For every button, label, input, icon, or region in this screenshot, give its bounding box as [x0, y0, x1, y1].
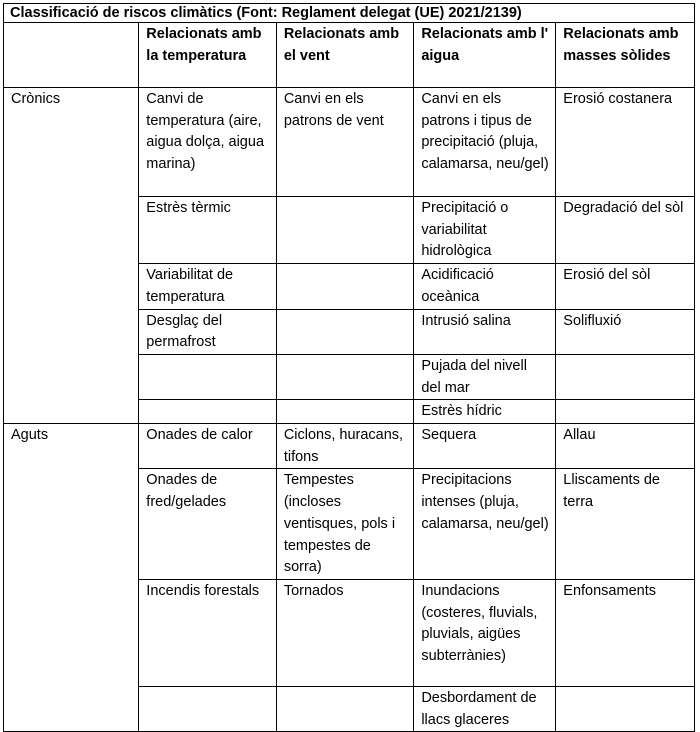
- cell-solid-masses: Solifluxió: [556, 309, 695, 354]
- cell-wind: [276, 264, 414, 309]
- cell-solid-masses: [556, 354, 695, 399]
- cell-wind: [276, 197, 414, 264]
- group-label: Aguts: [4, 424, 139, 732]
- table-row: [4, 88, 695, 197]
- cell-water: Precipitacions intenses (pluja, calamarsa, neu/gel): [414, 469, 556, 580]
- cell-temperature: [139, 686, 277, 731]
- cell-temperature: Onades de fred/gelades: [139, 469, 277, 580]
- group-label: Crònics: [4, 88, 139, 424]
- cell-water: Desbordament de llacs glaceres: [414, 686, 556, 731]
- cell-temperature: Canvi de temperatura (aire, aigua dolça, aigua marina): [139, 88, 277, 197]
- header-empty: [4, 23, 139, 88]
- header-solid-masses: Relacionats amb masses sòlides: [556, 23, 695, 88]
- cell-water: Intrusió salina: [414, 309, 556, 354]
- cell-water: Precipitació o variabilitat hidrològica: [414, 197, 556, 264]
- cell-temperature: Variabilitat de temperatura: [139, 264, 277, 309]
- cell-water: Inundacions (costeres, fluvials, pluvials, aigües subterrànies): [414, 579, 556, 686]
- cell-wind: Tornados: [276, 579, 414, 686]
- cell-wind: Ciclons, huracans, tifons: [276, 424, 414, 469]
- cell-water: Canvi en els patrons i tipus de precipitació (pluja, calamarsa, neu/gel): [414, 88, 556, 197]
- cell-temperature: Estrès tèrmic: [139, 197, 277, 264]
- cell-solid-masses: [556, 400, 695, 424]
- cell-water: Estrès hídric: [414, 400, 556, 424]
- cell-wind: [276, 686, 414, 731]
- cell-solid-masses: [556, 686, 695, 731]
- cell-solid-masses: Erosió del sòl: [556, 264, 695, 309]
- title-row: [4, 4, 695, 23]
- header-water: Relacionats amb l' aigua: [414, 23, 556, 88]
- table-title: Classificació de riscos climàtics (Font: Reglament delegat (UE) 2021/2139): [4, 4, 695, 23]
- cell-wind: [276, 400, 414, 424]
- climate-risk-table: [3, 3, 695, 732]
- cell-solid-masses: Enfonsaments: [556, 579, 695, 686]
- cell-temperature: Desglaç del permafrost: [139, 309, 277, 354]
- cell-water: Sequera: [414, 424, 556, 469]
- cell-water: Acidificació oceànica: [414, 264, 556, 309]
- cell-temperature: Onades de calor: [139, 424, 277, 469]
- cell-temperature: Incendis forestals: [139, 579, 277, 686]
- cell-wind: Tempestes (incloses ventisques, pols i tempestes de sorra): [276, 469, 414, 580]
- cell-temperature: [139, 400, 277, 424]
- cell-wind: [276, 309, 414, 354]
- cell-wind: Canvi en els patrons de vent: [276, 88, 414, 197]
- cell-temperature: [139, 354, 277, 399]
- cell-solid-masses: Erosió costanera: [556, 88, 695, 197]
- header-row: [4, 23, 695, 88]
- cell-water: Pujada del nivell del mar: [414, 354, 556, 399]
- header-wind: Relacionats amb el vent: [276, 23, 414, 88]
- header-temperature: Relacionats amb la temperatura: [139, 23, 277, 88]
- cell-wind: [276, 354, 414, 399]
- cell-solid-masses: Lliscaments de terra: [556, 469, 695, 580]
- table-row: [4, 424, 695, 469]
- cell-solid-masses: Degradació del sòl: [556, 197, 695, 264]
- cell-solid-masses: Allau: [556, 424, 695, 469]
